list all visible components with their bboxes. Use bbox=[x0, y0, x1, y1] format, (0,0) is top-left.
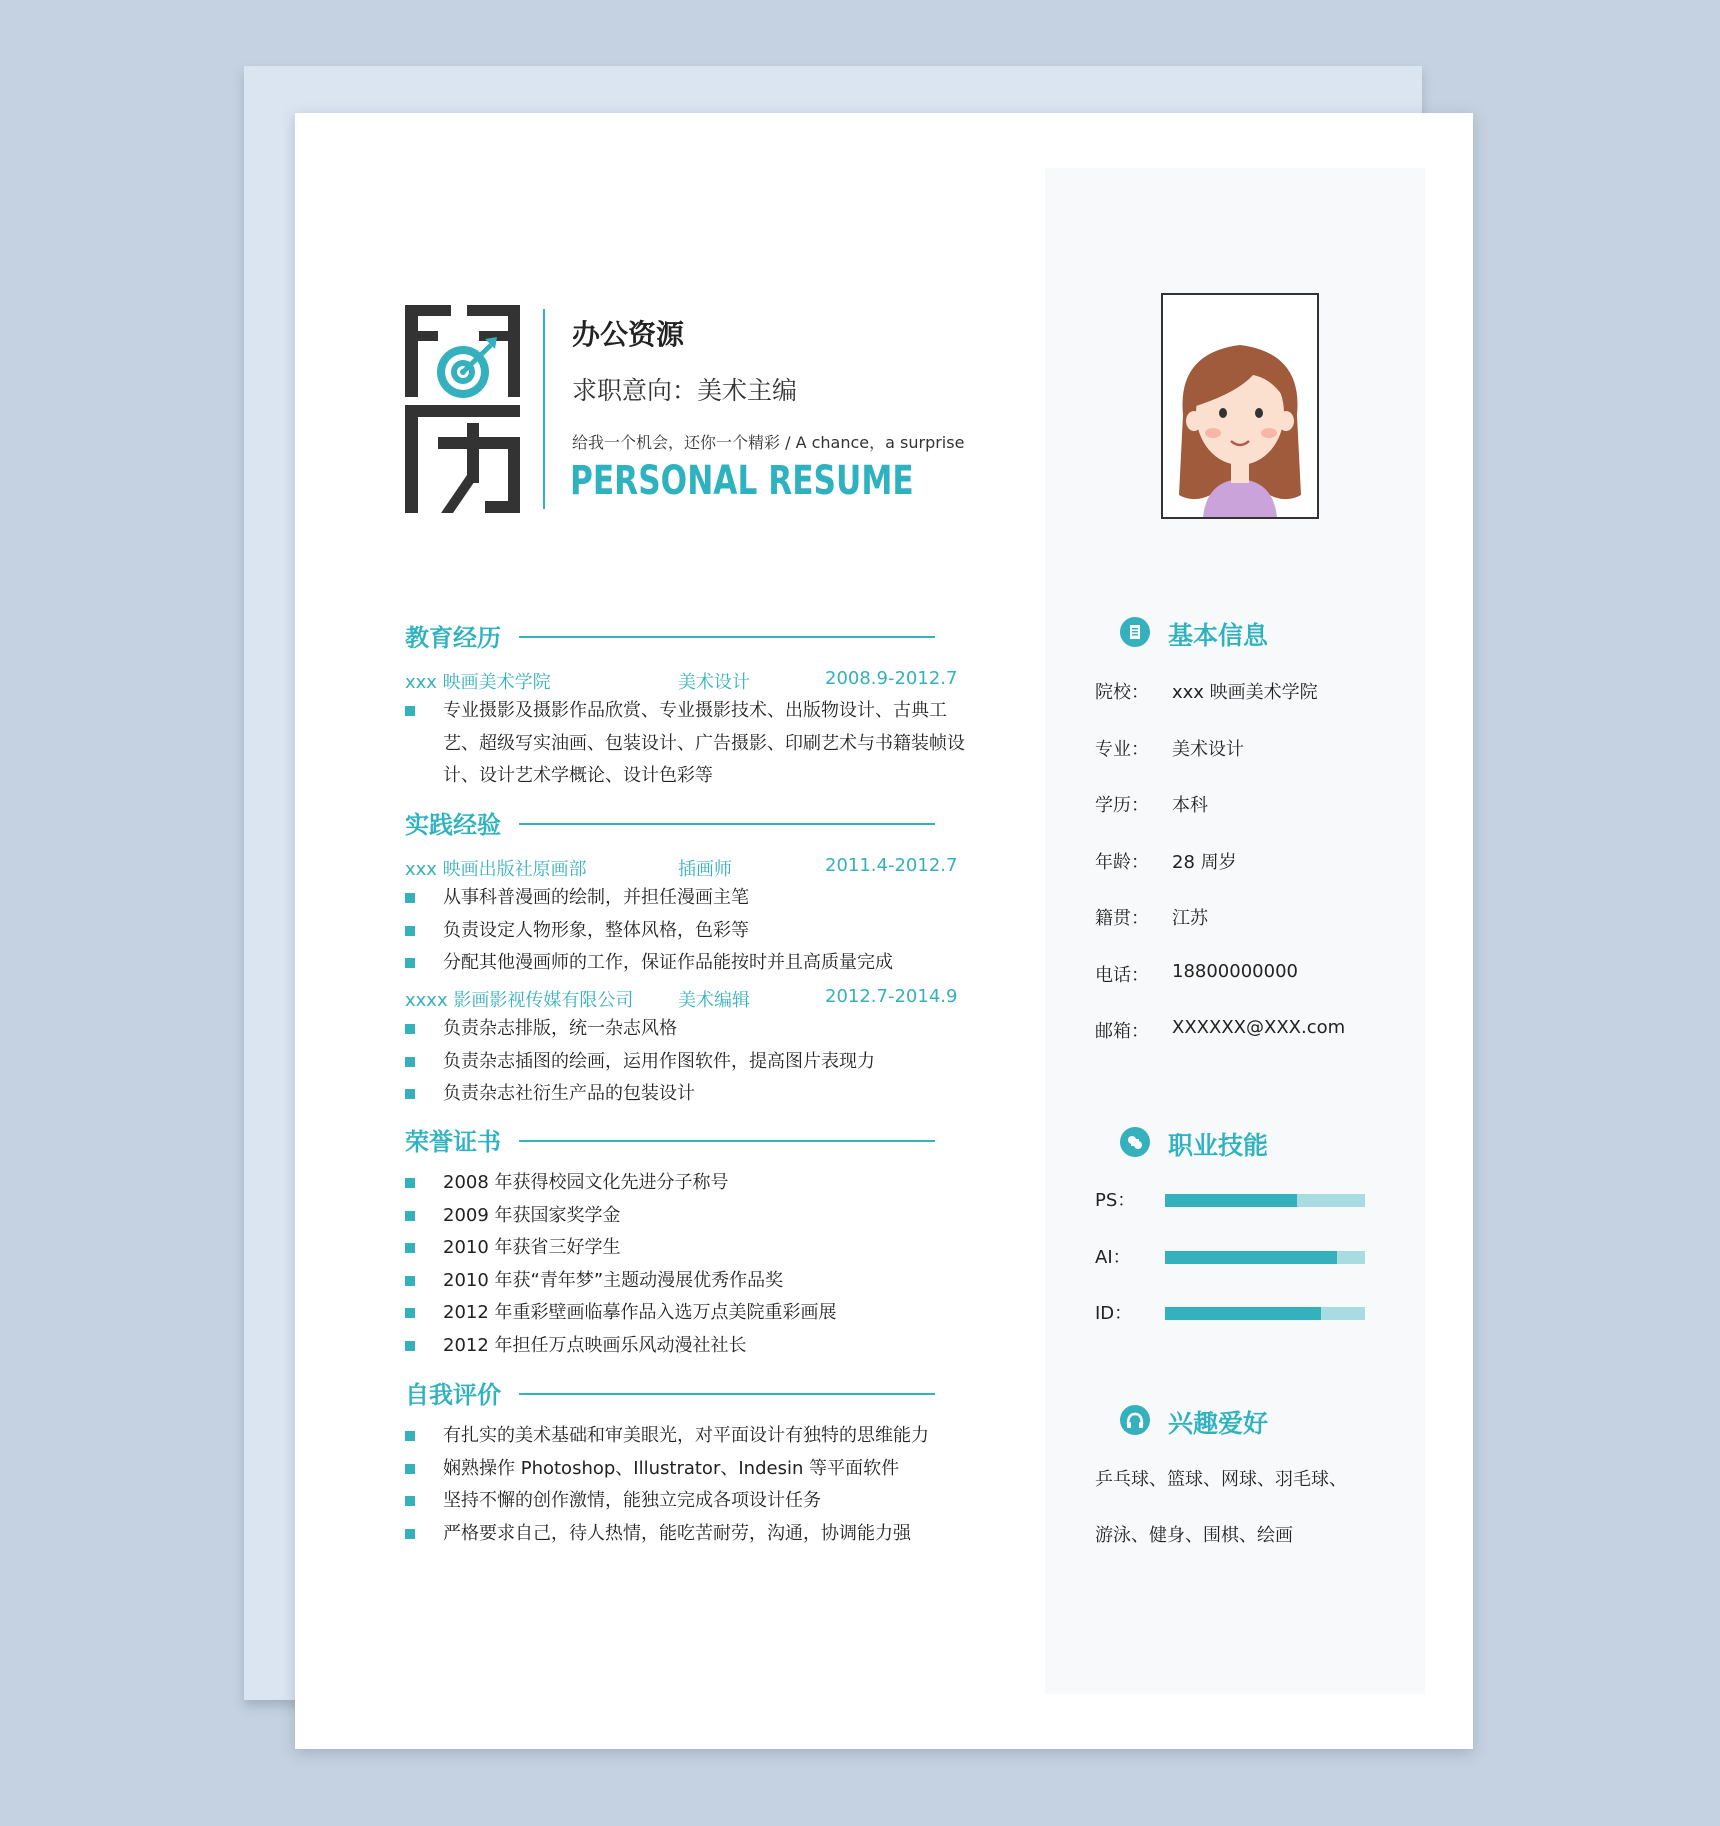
list-item bbox=[405, 1330, 965, 1363]
skill-bar-track bbox=[1165, 1194, 1365, 1207]
list-item-text: 娴熟操作 Photoshop、Illustrator、Indesin 等平面软件 bbox=[443, 1457, 900, 1479]
info-value: 18800000000 bbox=[1172, 961, 1298, 982]
bullet-square bbox=[405, 1057, 415, 1067]
bullet-square bbox=[405, 1341, 415, 1351]
list-item bbox=[405, 1078, 965, 1111]
list-item bbox=[405, 1232, 965, 1265]
list-item bbox=[405, 882, 965, 915]
skill-bar-fill bbox=[1165, 1307, 1321, 1320]
list-item bbox=[405, 1013, 965, 1046]
bullet-square bbox=[405, 1496, 415, 1506]
list-item bbox=[405, 1046, 965, 1079]
job-intent: 求职意向：美术主编 bbox=[572, 376, 798, 405]
list-item bbox=[405, 1200, 965, 1233]
list-item-text: 2009 年获国家奖学金 bbox=[443, 1204, 621, 1226]
bullet-square bbox=[405, 893, 415, 903]
skill-bar-track bbox=[1165, 1251, 1365, 1264]
job-duties bbox=[405, 882, 965, 980]
bullet-square bbox=[405, 1308, 415, 1318]
honors-list bbox=[405, 1167, 965, 1362]
bullet-square bbox=[405, 1464, 415, 1474]
bullet-square bbox=[405, 1529, 415, 1539]
practice-section-header bbox=[405, 805, 935, 839]
date-range: 2008.9-2012.7 bbox=[825, 668, 958, 689]
list-item-text: 负责杂志插图的绘画，运用作图软件，提高图片表现力 bbox=[443, 1050, 875, 1072]
side-section-title: 兴趣爱好 bbox=[1168, 1409, 1269, 1438]
section-divider bbox=[519, 823, 935, 825]
bullet-square bbox=[405, 958, 415, 968]
info-value: xxx 映画美术学院 bbox=[1172, 682, 1318, 703]
document-icon bbox=[1120, 617, 1150, 647]
side-section-title: 职业技能 bbox=[1168, 1131, 1269, 1160]
bullet-square bbox=[405, 1024, 415, 1034]
bullet-square bbox=[405, 926, 415, 936]
job-entry bbox=[405, 855, 965, 879]
skill-bar-fill bbox=[1165, 1251, 1337, 1264]
hobby-line: 游泳、健身、围棋、绘画 bbox=[1095, 1525, 1293, 1546]
headphones-icon bbox=[1120, 1405, 1150, 1435]
bullet-square bbox=[405, 1211, 415, 1221]
bullet-square bbox=[405, 1276, 415, 1286]
honors-section-header bbox=[405, 1122, 935, 1156]
list-item bbox=[405, 1518, 965, 1551]
info-value: 本科 bbox=[1172, 795, 1208, 816]
hobbies-text bbox=[1095, 1452, 1395, 1564]
section-divider bbox=[519, 1140, 935, 1142]
section-divider bbox=[519, 1393, 935, 1395]
list-item-text: 2010 年获“青年梦”主题动漫展优秀作品奖 bbox=[443, 1269, 784, 1291]
info-value: XXXXXX@XXX.com bbox=[1172, 1017, 1346, 1038]
cartoon-girl-avatar bbox=[1163, 295, 1317, 517]
header-divider bbox=[543, 309, 545, 509]
job-entry bbox=[405, 986, 965, 1010]
list-item-text: 坚持不懈的创作激情，能独立完成各项设计任务 bbox=[443, 1490, 821, 1511]
company-name: xxxx 影画影视传媒有限公司 bbox=[405, 990, 634, 1011]
job-role: 插画师 bbox=[678, 859, 732, 880]
education-entry bbox=[405, 668, 965, 692]
education-section-header bbox=[405, 618, 935, 652]
list-item-text: 严格要求自己，待人热情，能吃苦耐劳，沟通，协调能力强 bbox=[443, 1522, 911, 1544]
bullet-square bbox=[405, 1243, 415, 1253]
avatar-photo bbox=[1161, 293, 1319, 519]
skill-label: ID： bbox=[1095, 1303, 1133, 1324]
skill-bar-fill bbox=[1165, 1194, 1297, 1207]
list-item bbox=[405, 1485, 965, 1518]
section-title: 自我评价 bbox=[405, 1381, 501, 1409]
section-title: 教育经历 bbox=[405, 624, 501, 652]
list-item-text: 2012 年重彩壁画临摹作品入选万点美院重彩画展 bbox=[443, 1302, 837, 1323]
skill-bar-track bbox=[1165, 1307, 1365, 1320]
section-title: 实践经验 bbox=[405, 811, 501, 839]
info-value: 江苏 bbox=[1172, 908, 1208, 929]
list-item-text: 负责杂志社衍生产品的包装设计 bbox=[443, 1083, 695, 1104]
list-item-text: 2008 年获得校园文化先进分子称号 bbox=[443, 1172, 729, 1193]
list-item-text: 2012 年担任万点映画乐风动漫社社长 bbox=[443, 1334, 747, 1356]
list-item bbox=[405, 1167, 965, 1200]
applicant-name: 办公资源 bbox=[572, 318, 685, 351]
list-item-text: 专业摄影及摄影作品欣赏、专业摄影技术、出版物设计、古典工艺、超级写实油画、包装设计、广告摄影、印刷艺术与书籍装帧设计、设计艺术学概论、设计色彩等 bbox=[443, 700, 965, 786]
skill-row bbox=[1095, 1186, 1375, 1212]
list-item-text: 负责设定人物形象，整体风格，色彩等 bbox=[443, 919, 749, 941]
list-item bbox=[405, 947, 965, 980]
list-item bbox=[405, 915, 965, 948]
info-label: 籍贯： bbox=[1095, 908, 1149, 929]
list-item-text: 负责杂志排版，统一杂志风格 bbox=[443, 1018, 677, 1039]
section-divider bbox=[519, 636, 935, 638]
education-courses bbox=[405, 695, 965, 793]
list-item-text: 有扎实的美术基础和审美眼光，对平面设计有独特的思维能力 bbox=[443, 1425, 929, 1446]
skill-row bbox=[1095, 1299, 1375, 1325]
resume-title: PERSONAL RESUME bbox=[570, 458, 914, 504]
list-item bbox=[405, 1420, 965, 1453]
hobby-line: 乒乓球、篮球、网球、羽毛球、 bbox=[1095, 1469, 1347, 1490]
list-item bbox=[405, 1453, 965, 1486]
puzzle-icon bbox=[1120, 1127, 1150, 1157]
self-eval-list bbox=[405, 1420, 965, 1550]
school-name: xxx 映画美术学院 bbox=[405, 672, 551, 693]
info-value: 美术设计 bbox=[1172, 739, 1244, 760]
skill-label: AI： bbox=[1095, 1247, 1131, 1268]
date-range: 2012.7-2014.9 bbox=[825, 986, 958, 1007]
info-value: 28 周岁 bbox=[1172, 852, 1237, 873]
bullet-square bbox=[405, 706, 415, 716]
skill-label: PS： bbox=[1095, 1190, 1136, 1211]
info-label: 院校： bbox=[1095, 682, 1149, 703]
major: 美术设计 bbox=[678, 672, 750, 693]
resume-paper bbox=[295, 113, 1473, 1749]
bullet-square bbox=[405, 1431, 415, 1441]
info-label: 邮箱： bbox=[1095, 1021, 1149, 1042]
bullet-square bbox=[405, 1089, 415, 1099]
info-label: 电话： bbox=[1095, 965, 1149, 986]
date-range: 2011.4-2012.7 bbox=[825, 855, 958, 876]
list-item-text: 分配其他漫画师的工作，保证作品能按时并且高质量完成 bbox=[443, 952, 893, 973]
list-item-text: 从事科普漫画的绘制，并担任漫画主笔 bbox=[443, 887, 749, 908]
info-label: 年龄： bbox=[1095, 852, 1149, 873]
list-item-text: 2010 年获省三好学生 bbox=[443, 1237, 621, 1258]
section-title: 荣誉证书 bbox=[405, 1128, 501, 1156]
list-item bbox=[405, 1297, 965, 1330]
side-section-title: 基本信息 bbox=[1168, 621, 1269, 650]
list-item bbox=[405, 695, 965, 793]
info-label: 学历： bbox=[1095, 795, 1149, 816]
slogan: 给我一个机会，还你一个精彩 / A chance，a surprise bbox=[572, 433, 965, 452]
company-name: xxx 映画出版社原画部 bbox=[405, 859, 587, 880]
resume-logo bbox=[405, 305, 520, 513]
info-label: 专业： bbox=[1095, 739, 1149, 760]
list-item bbox=[405, 1265, 965, 1298]
job-role: 美术编辑 bbox=[678, 990, 750, 1011]
job-duties bbox=[405, 1013, 965, 1111]
bullet-square bbox=[405, 1178, 415, 1188]
self-eval-section-header bbox=[405, 1375, 935, 1409]
skill-row bbox=[1095, 1243, 1375, 1269]
